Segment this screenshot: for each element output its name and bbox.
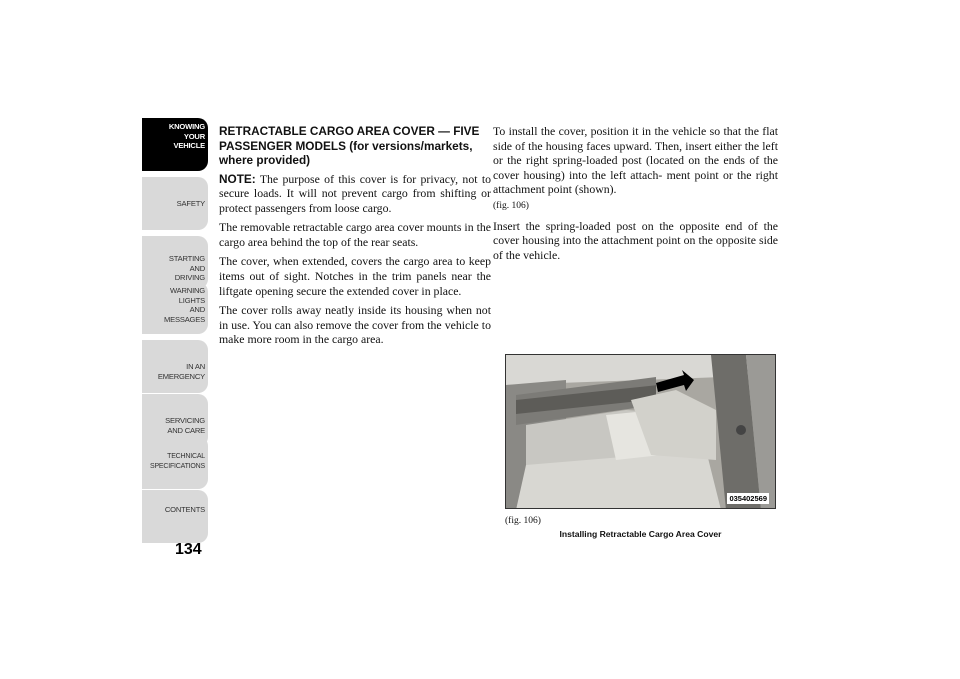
tab-warning-lights[interactable] xyxy=(142,282,208,334)
tab-knowing-your-vehicle[interactable] xyxy=(142,118,208,171)
tab-safety[interactable] xyxy=(142,177,208,230)
figure-number: (fig. 106) xyxy=(505,516,541,526)
figure-code: 035402569 xyxy=(729,494,767,503)
cargo-cover-photo xyxy=(505,354,776,509)
note-text: The purpose of this cover is for privacy, not to secure loads. It will not prevent cargo from shifting or protect passengers from loose cargo. xyxy=(219,171,491,215)
tab-label: IN AN EMERGENCY xyxy=(157,362,205,381)
body-paragraph xyxy=(493,124,778,214)
tab-label: SERVICING AND CARE xyxy=(165,416,205,435)
right-column xyxy=(493,124,778,267)
figure-reference[interactable]: (fig. 106) xyxy=(493,200,529,211)
install-instructions: To install the cover, position it in the vehicle so that the flat side of the housing faces upward. Then, insert either the left or the right spring-loaded post (located on the ends of the cover housing) into the left attach- ment point or the right attachment point (shown). xyxy=(493,124,778,197)
tab-contents[interactable] xyxy=(142,490,208,543)
note-label: NOTE: xyxy=(219,171,256,186)
body-paragraph: Insert the spring-loaded post on the opposite end of the cover housing into the attachment point on the opposite side of the vehicle. xyxy=(493,218,778,262)
tab-label: STARTING AND DRIVING xyxy=(168,254,205,282)
tab-label: TECHNICAL SPECIFICATIONS xyxy=(149,453,205,470)
body-paragraph: The cover, when extended, covers the cargo area to keep items out of sight. Notches in the trim panels near the liftgate opening secure the extended cover in place. xyxy=(219,254,491,298)
left-column xyxy=(219,124,491,352)
tab-label: SAFETY xyxy=(176,199,205,208)
note-paragraph xyxy=(219,172,491,216)
tab-in-an-emergency[interactable] xyxy=(142,340,208,393)
tab-label: WARNING LIGHTS AND MESSAGES xyxy=(163,286,205,324)
body-paragraph: The removable retractable cargo area cover mounts in the cargo area behind the top of the rear seats. xyxy=(219,220,491,249)
tab-label: CONTENTS xyxy=(164,505,205,514)
figure-caption: Installing Retractable Cargo Area Cover xyxy=(559,529,722,539)
page-number: 134 xyxy=(175,541,202,558)
cargo-area-illustration xyxy=(506,355,776,509)
tab-technical-specifications[interactable] xyxy=(142,436,208,489)
section-heading: RETRACTABLE CARGO AREA COVER — FIVE PASSENGER MODELS (for versions/markets, where provided) xyxy=(219,124,480,167)
tab-label: KNOWING YOUR VEHICLE xyxy=(168,122,205,150)
body-paragraph: The cover rolls away neatly inside its housing when not in use. You can also remove the cover from the vehicle to make more room in the cargo area. xyxy=(219,303,491,347)
